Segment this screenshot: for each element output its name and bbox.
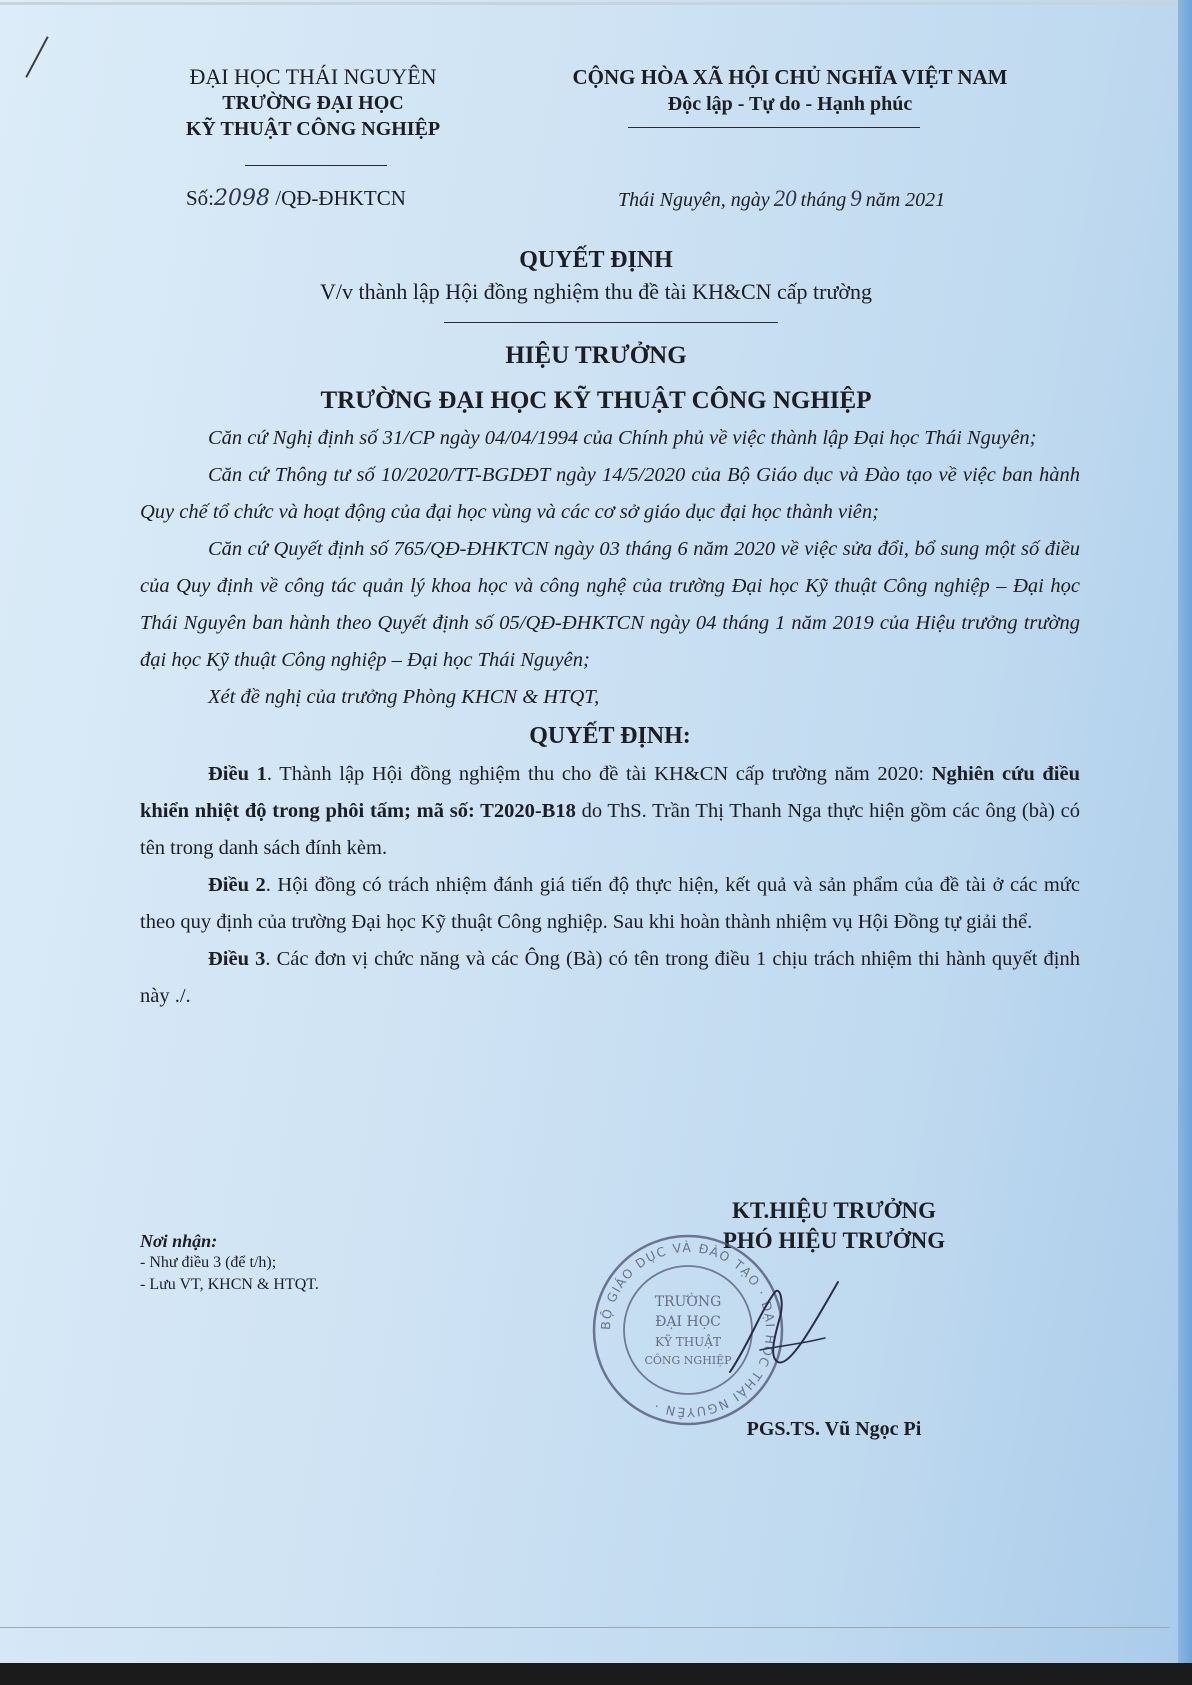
document-number-value: 2098	[214, 186, 271, 211]
article-1-topic: Nghiên cứu điều khiển nhiệt độ trong phôi tấm; mã số: T2020-B18	[140, 763, 1080, 822]
authority-school: TRƯỜNG ĐẠI HỌC KỸ THUẬT CÔNG NGHIỆP	[320, 387, 872, 414]
school-name-line1: TRƯỜNG ĐẠI HỌC	[222, 92, 404, 114]
recipient-item: - Như điều 3 (để t/h);	[140, 1254, 277, 1271]
article-3-label: Điều 3	[208, 948, 266, 970]
document-number	[186, 186, 406, 211]
seal-center-line: CÔNG NGHIỆP	[644, 1354, 732, 1367]
recipients-block	[140, 1230, 460, 1296]
seal-center-line: KỸ THUẬT	[655, 1335, 721, 1349]
date-month-label: tháng	[800, 189, 847, 211]
seal-ring-text: BỘ GIÁO DỤC VÀ ĐÀO TẠO · ĐẠI HỌC THÁI NGUYÊN ·	[597, 1239, 779, 1421]
school-name-line2: KỸ THUẬT CÔNG NGHIỆP	[185, 118, 441, 140]
document-number-prefix: Số:	[186, 186, 215, 210]
motto-underline	[628, 127, 920, 128]
date-day: 20	[773, 186, 797, 211]
issuer-block	[148, 64, 478, 142]
seal-center-line: ĐẠI HỌC	[655, 1314, 721, 1330]
date-place: Thái Nguyên, ngày	[618, 189, 770, 211]
recipients-title: Nơi nhận:	[140, 1231, 218, 1251]
legal-basis-3: Căn cứ Quyết định số 765/QĐ-ĐHKTCN ngày 03 tháng 6 năm 2020 về việc sửa đổi, bổ sung một số điều của Quy định về công tác quản lý khoa học và công nghệ của trường Đại học Kỹ thuật Công nghiệp – Đại học Thái Nguyên ban hành theo Quyết định số 05/QĐ-ĐHKTCN ngày 04 tháng 1 năm 2019 của Hiệu trưởng trường đại học Kỹ thuật Công nghiệp – Đại học Thái Nguyên;	[140, 538, 1080, 671]
article-1-text-cont: do ThS. Trần Thị Thanh Nga thực hiện gồm các ông (bà) có tên trong danh sách đính kèm.	[140, 800, 1080, 859]
corner-mark	[25, 36, 48, 78]
article-3-text: . Các đơn vị chức năng và các Ông (Bà) có tên trong điều 1 chịu trách nhiệm thi hành quyết định này ./.	[140, 948, 1081, 1007]
subtitle-underline	[444, 322, 778, 323]
issuer-underline	[245, 165, 387, 166]
signer-title-2: PHÓ HIỆU TRƯỞNG	[722, 1228, 946, 1253]
scan-edge-bottom	[0, 1663, 1192, 1685]
national-heading	[520, 64, 1060, 117]
document-date	[618, 186, 945, 212]
article-2-label: Điều 2	[208, 874, 266, 896]
scan-artifact-bottom-line	[0, 1627, 1170, 1628]
article-2	[140, 867, 1080, 941]
signer-title-1: KT.HIỆU TRƯỞNG	[731, 1198, 937, 1223]
national-motto: Độc lập - Tự do - Hạnh phúc	[667, 93, 913, 115]
document-number-suffix: /QĐ-ĐHKTCN	[275, 186, 406, 210]
legal-basis-4: Xét đề nghị của trưởng Phòng KHCN & HTQT,	[208, 686, 600, 708]
article-1-text: . Thành lập Hội đồng nghiệm thu cho đề tài KH&CN cấp trường năm 2020:	[266, 763, 932, 785]
legal-basis-2: Căn cứ Thông tư số 10/2020/TT-BGDĐT ngày 14/5/2020 của Bộ Giáo dục và Đào tạo về việc ban hành Quy chế tổ chức và hoạt động của đại học vùng và các cơ sở giáo dục đại học thành viên;	[140, 464, 1080, 523]
document-title: QUYẾT ĐỊNH	[519, 247, 673, 273]
document-body	[140, 420, 1080, 1015]
legal-basis-1: Căn cứ Nghị định số 31/CP ngày 04/04/1994 của Chính phủ về việc thành lập Đại học Thái Nguyên;	[208, 427, 1037, 449]
document-subtitle: V/v thành lập Hội đồng nghiệm thu đề tài KH&CN cấp trường	[319, 279, 873, 304]
republic-name: CỘNG HÒA XÃ HỘI CHỦ NGHĨA VIỆT NAM	[572, 65, 1008, 89]
scan-artifact-top	[0, 2, 1192, 5]
university-name: ĐẠI HỌC THÁI NGUYÊN	[189, 64, 437, 89]
article-1-label: Điều 1	[208, 763, 267, 785]
article-2-text: . Hội đồng có trách nhiệm đánh giá tiến độ thực hiện, kết quả và sản phẩm của đề tài ở các mức theo quy định của trường Đại học Kỹ thuật Công nghiệp. Sau khi hoàn thành nhiệm vụ Hội Đồng tự giải thể.	[140, 874, 1080, 933]
date-year: năm 2021	[865, 189, 946, 211]
decision-heading: QUYẾT ĐỊNH:	[529, 723, 691, 749]
article-1	[140, 756, 1080, 867]
authority-title: HIỆU TRƯỞNG	[505, 342, 687, 369]
signer-name: PGS.TS. Vũ Ngọc Pi	[746, 1418, 922, 1440]
seal-center-line: TRƯỜNG	[654, 1294, 722, 1310]
recipient-item: - Lưu VT, KHCN & HTQT.	[140, 1276, 319, 1293]
article-3	[140, 941, 1080, 1015]
date-month: 9	[850, 186, 862, 211]
handwritten-signature	[720, 1262, 850, 1392]
